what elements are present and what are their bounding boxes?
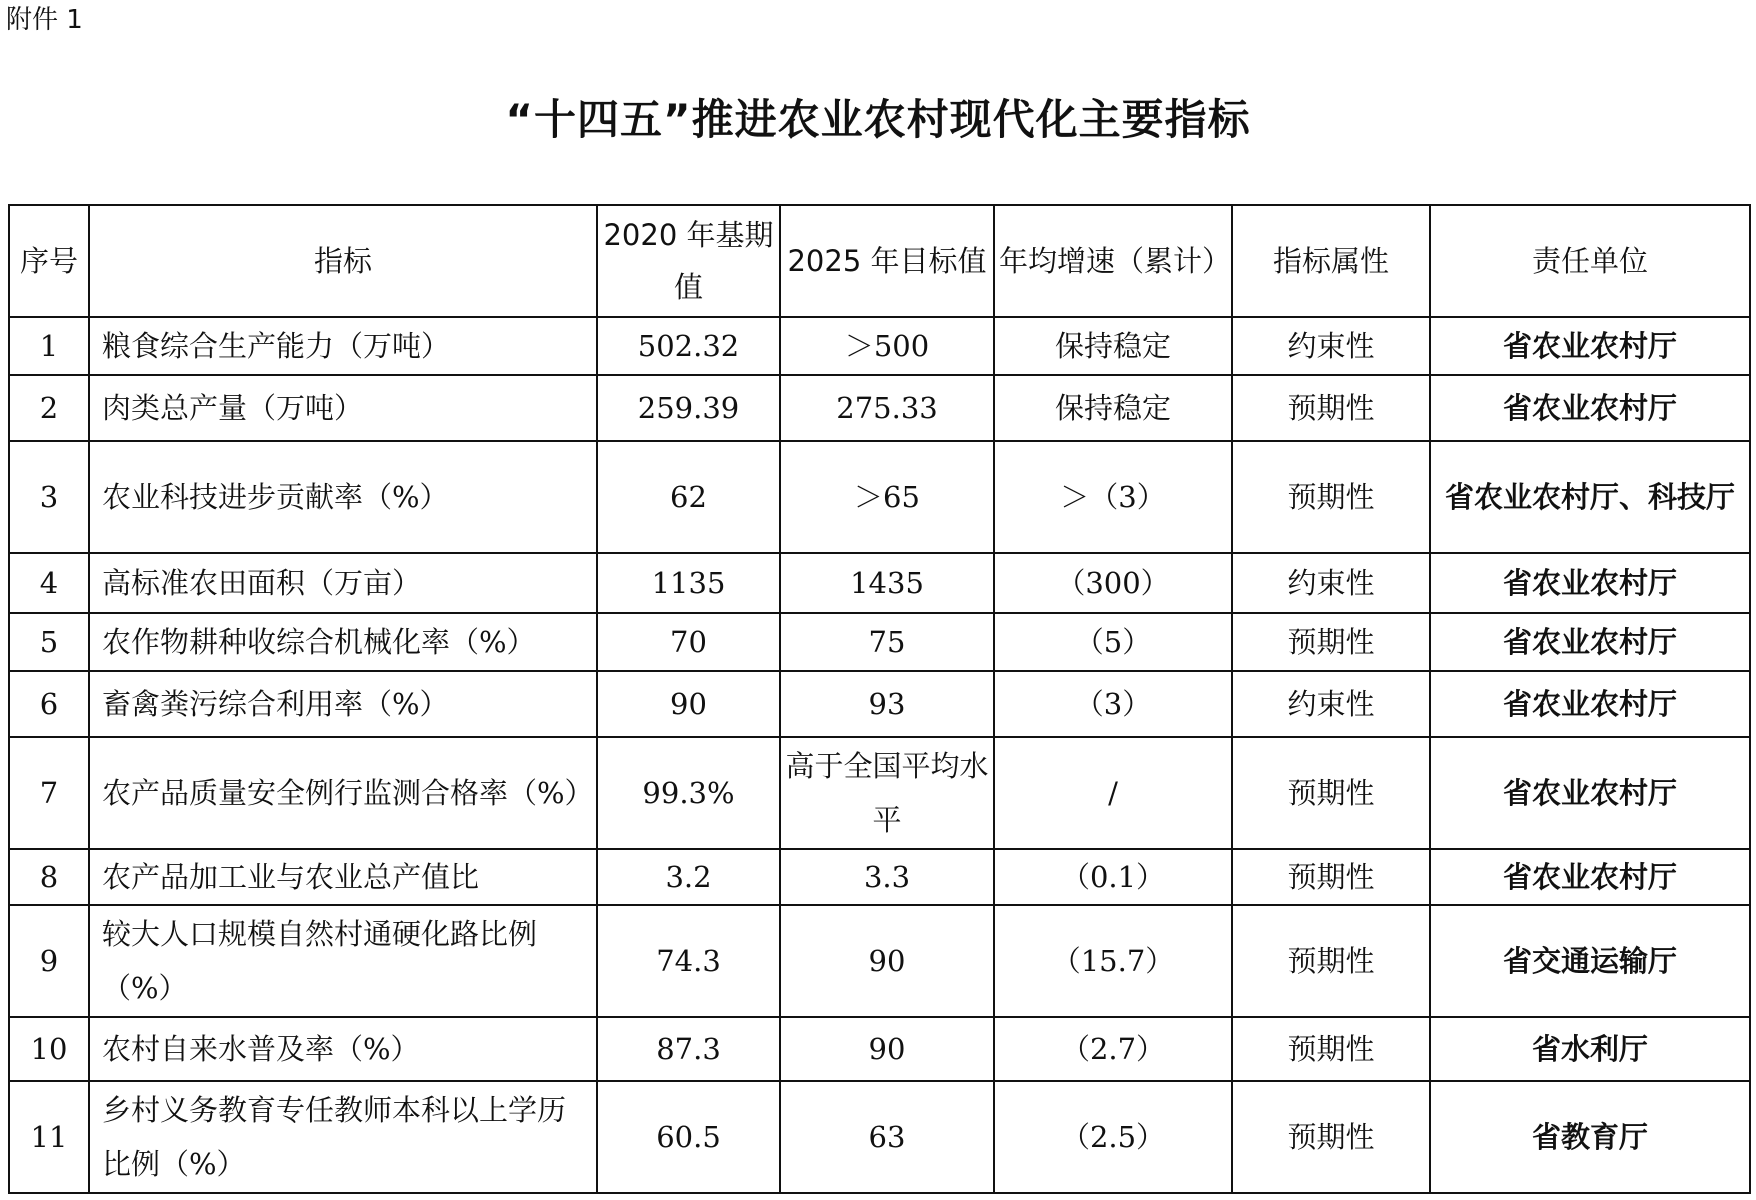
table-row (9, 553, 1750, 613)
cell-seq: 6 (9, 671, 89, 737)
cell-seq: 8 (9, 849, 89, 905)
cell-target-2025: 275.33 (780, 375, 994, 441)
table-row (9, 905, 1750, 1017)
cell-attribute: 预期性 (1232, 441, 1430, 553)
cell-growth: （2.5） (994, 1081, 1232, 1193)
cell-base-2020: 502.32 (597, 317, 780, 375)
table-row (9, 1017, 1750, 1081)
cell-unit: 省农业农村厅 (1430, 375, 1750, 441)
cell-base-2020: 3.2 (597, 849, 780, 905)
cell-unit: 省农业农村厅 (1430, 671, 1750, 737)
header-growth: 年均增速（累计） (994, 205, 1232, 317)
table-row (9, 317, 1750, 375)
cell-growth: ＞（3） (994, 441, 1232, 553)
cell-target-2025: 63 (780, 1081, 994, 1193)
attachment-label: 附件 1 (6, 5, 83, 35)
cell-indicator: 粮食综合生产能力（万吨） (89, 317, 597, 375)
table-row (9, 441, 1750, 553)
cell-growth: （5） (994, 613, 1232, 671)
cell-attribute: 预期性 (1232, 1081, 1430, 1193)
cell-attribute: 约束性 (1232, 553, 1430, 613)
cell-unit: 省交通运输厅 (1430, 905, 1750, 1017)
header-attribute: 指标属性 (1232, 205, 1430, 317)
cell-seq: 3 (9, 441, 89, 553)
cell-attribute: 约束性 (1232, 671, 1430, 737)
cell-attribute: 约束性 (1232, 317, 1430, 375)
cell-target-2025: 高于全国平均水平 (780, 737, 994, 849)
table-row (9, 849, 1750, 905)
cell-target-2025: 1435 (780, 553, 994, 613)
cell-seq: 10 (9, 1017, 89, 1081)
cell-growth: 保持稳定 (994, 375, 1232, 441)
cell-seq: 2 (9, 375, 89, 441)
cell-indicator: 高标准农田面积（万亩） (89, 553, 597, 613)
cell-seq: 7 (9, 737, 89, 849)
cell-target-2025: 90 (780, 1017, 994, 1081)
cell-base-2020: 90 (597, 671, 780, 737)
cell-seq: 9 (9, 905, 89, 1017)
cell-unit: 省农业农村厅 (1430, 317, 1750, 375)
cell-seq: 4 (9, 553, 89, 613)
cell-growth: / (994, 737, 1232, 849)
cell-growth: （3） (994, 671, 1232, 737)
header-base-2020: 2020 年基期值 (597, 205, 780, 317)
cell-attribute: 预期性 (1232, 1017, 1430, 1081)
cell-unit: 省农业农村厅 (1430, 849, 1750, 905)
table-row (9, 1081, 1750, 1193)
cell-target-2025: ＞500 (780, 317, 994, 375)
cell-indicator: 农业科技进步贡献率（%） (89, 441, 597, 553)
header-unit: 责任单位 (1430, 205, 1750, 317)
cell-attribute: 预期性 (1232, 375, 1430, 441)
cell-target-2025: 75 (780, 613, 994, 671)
cell-growth: 保持稳定 (994, 317, 1232, 375)
cell-indicator: 农作物耕种收综合机械化率（%） (89, 613, 597, 671)
cell-base-2020: 60.5 (597, 1081, 780, 1193)
cell-indicator: 农产品质量安全例行监测合格率（%） (89, 737, 597, 849)
cell-growth: （0.1） (994, 849, 1232, 905)
cell-base-2020: 87.3 (597, 1017, 780, 1081)
cell-target-2025: ＞65 (780, 441, 994, 553)
cell-attribute: 预期性 (1232, 905, 1430, 1017)
cell-unit: 省农业农村厅 (1430, 553, 1750, 613)
cell-growth: （300） (994, 553, 1232, 613)
table-row (9, 613, 1750, 671)
cell-seq: 5 (9, 613, 89, 671)
header-seq: 序号 (9, 205, 89, 317)
table-row (9, 737, 1750, 849)
cell-target-2025: 93 (780, 671, 994, 737)
cell-base-2020: 99.3% (597, 737, 780, 849)
cell-seq: 11 (9, 1081, 89, 1193)
table-row (9, 375, 1750, 441)
cell-unit: 省农业农村厅 (1430, 737, 1750, 849)
cell-attribute: 预期性 (1232, 849, 1430, 905)
cell-base-2020: 259.39 (597, 375, 780, 441)
cell-indicator: 肉类总产量（万吨） (89, 375, 597, 441)
header-indicator: 指标 (89, 205, 597, 317)
cell-base-2020: 70 (597, 613, 780, 671)
indicators-table (8, 204, 1751, 1194)
cell-attribute: 预期性 (1232, 737, 1430, 849)
cell-target-2025: 90 (780, 905, 994, 1017)
cell-indicator: 农产品加工业与农业总产值比 (89, 849, 597, 905)
cell-unit: 省水利厅 (1430, 1017, 1750, 1081)
cell-attribute: 预期性 (1232, 613, 1430, 671)
cell-target-2025: 3.3 (780, 849, 994, 905)
document-title: “十四五”推进农业农村现代化主要指标 (505, 95, 1251, 144)
cell-growth: （2.7） (994, 1017, 1232, 1081)
cell-base-2020: 62 (597, 441, 780, 553)
cell-unit: 省农业农村厅、科技厅 (1430, 441, 1750, 553)
cell-base-2020: 1135 (597, 553, 780, 613)
cell-indicator: 乡村义务教育专任教师本科以上学历比例（%） (89, 1081, 597, 1193)
cell-indicator: 农村自来水普及率（%） (89, 1017, 597, 1081)
cell-indicator: 较大人口规模自然村通硬化路比例（%） (89, 905, 597, 1017)
cell-unit: 省农业农村厅 (1430, 613, 1750, 671)
header-row (9, 205, 1750, 317)
cell-growth: （15.7） (994, 905, 1232, 1017)
cell-seq: 1 (9, 317, 89, 375)
header-target-2025: 2025 年目标值 (780, 205, 994, 317)
cell-indicator: 畜禽粪污综合利用率（%） (89, 671, 597, 737)
cell-unit: 省教育厅 (1430, 1081, 1750, 1193)
cell-base-2020: 74.3 (597, 905, 780, 1017)
table-row (9, 671, 1750, 737)
